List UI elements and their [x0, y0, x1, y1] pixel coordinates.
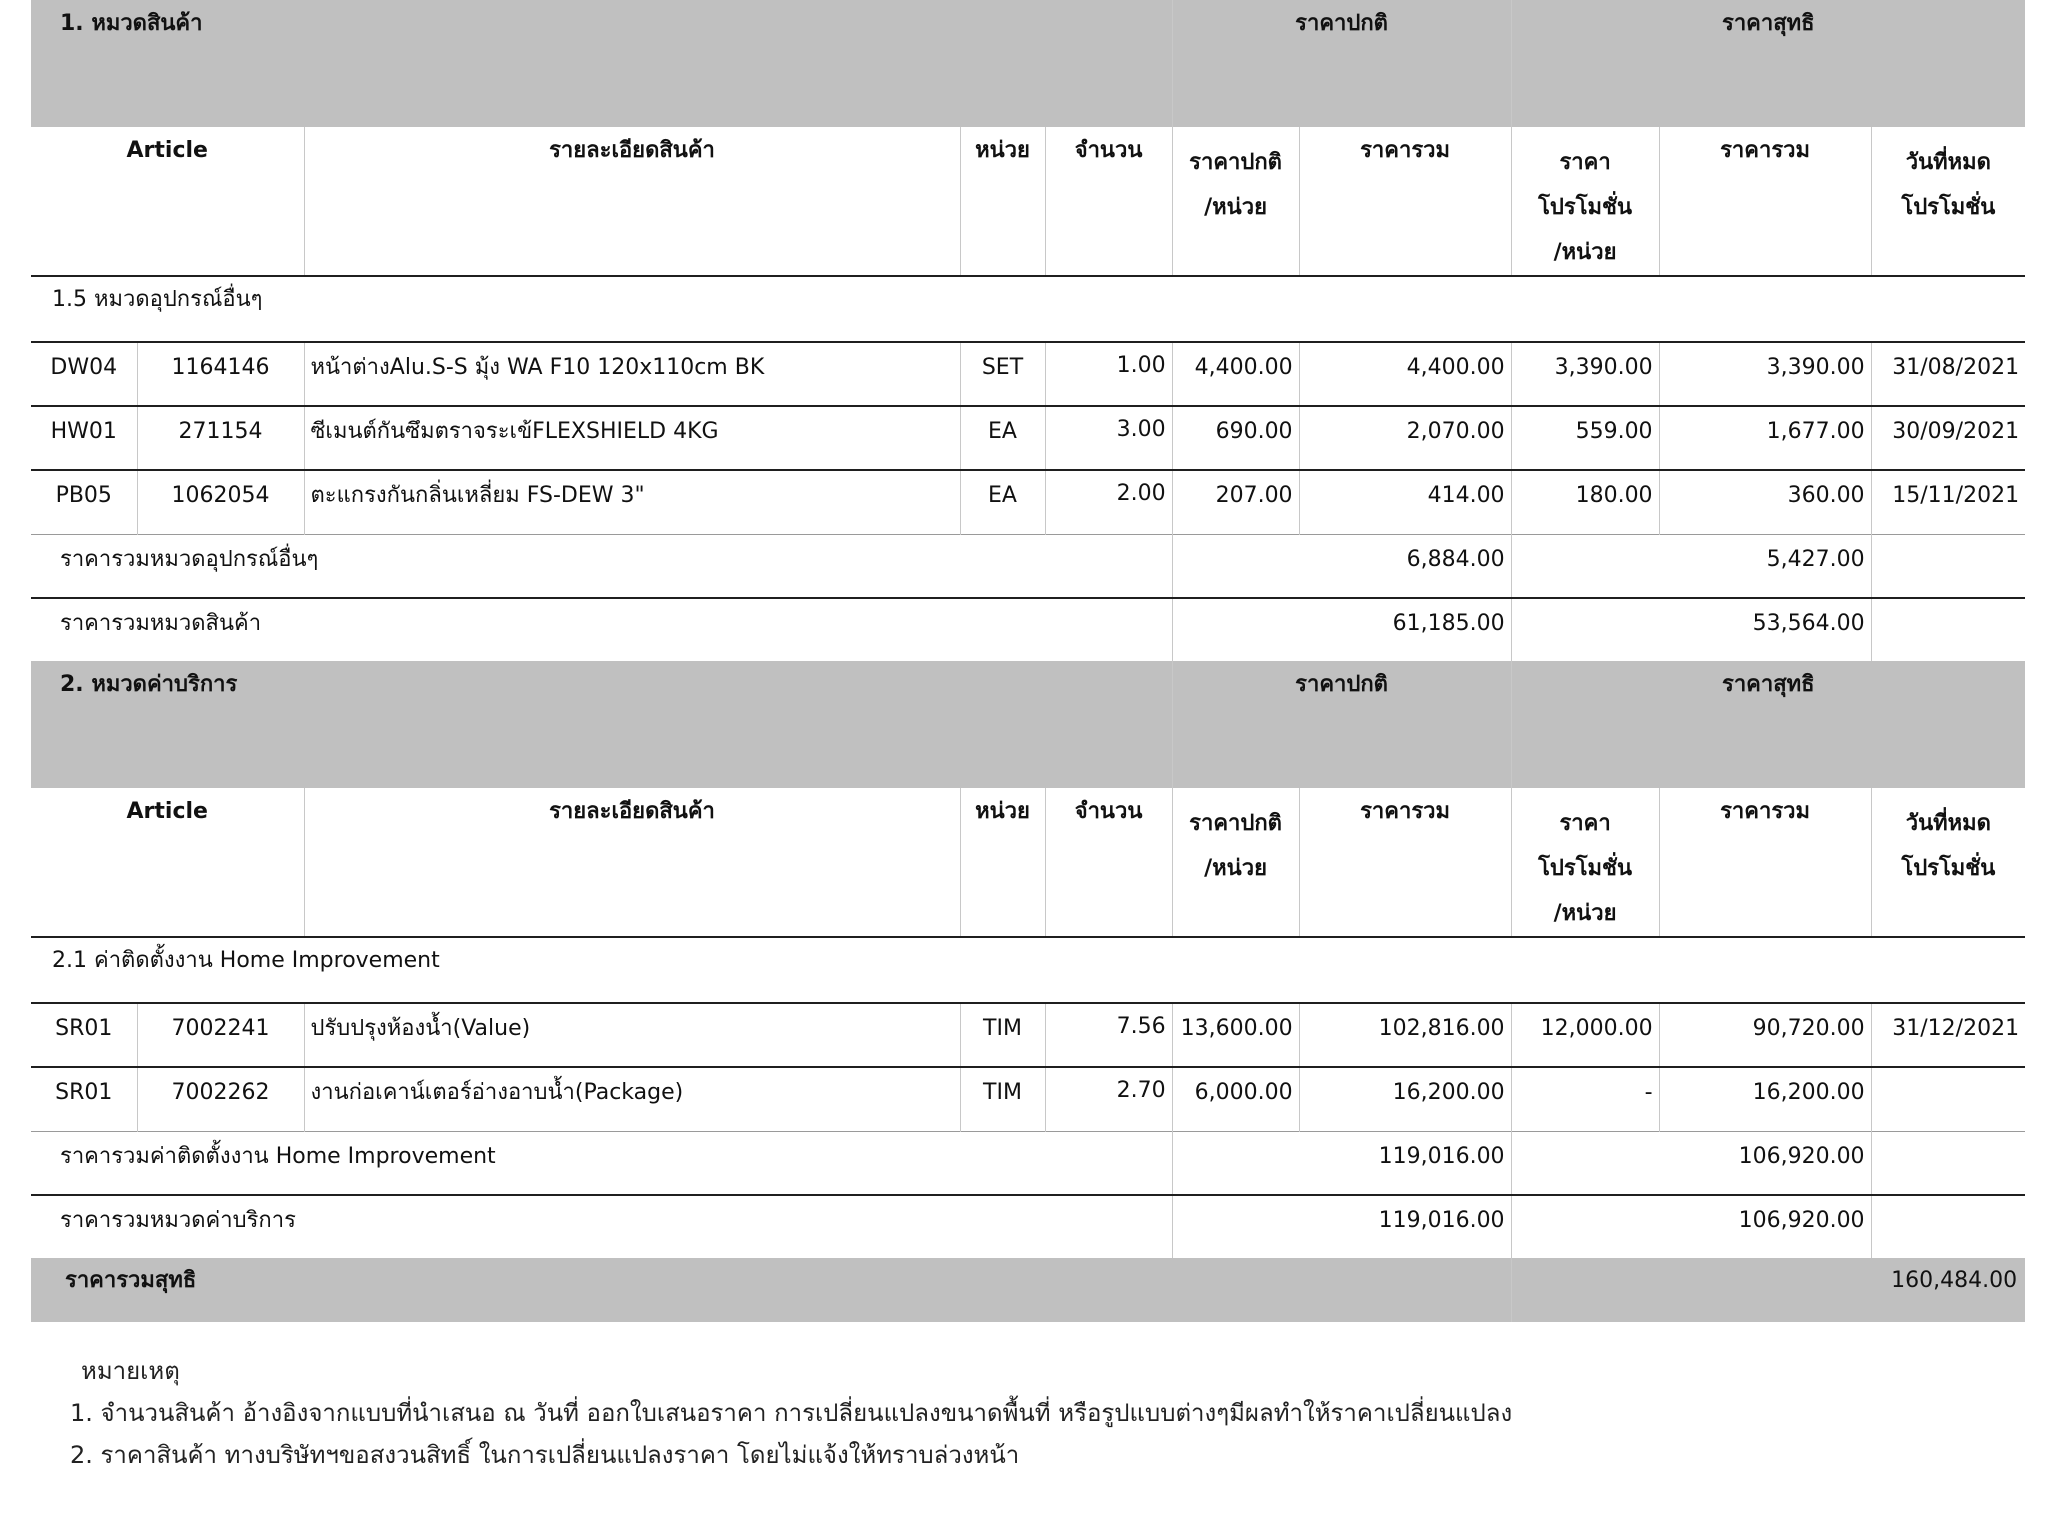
item-unit-price: 13,600.00: [1172, 1003, 1299, 1067]
item-promo-end: 31/12/2021: [1892, 1016, 2020, 1041]
item-qty: 2.00: [1045, 470, 1172, 534]
subcategory-title: 1.5 หมวดอุปกรณ์อื่นๆ: [52, 287, 263, 312]
item-qty: 1.00: [1045, 342, 1172, 406]
subtotal-regular: 6,884.00: [1172, 534, 1511, 598]
item-net-total: 360.00: [1659, 470, 1871, 534]
item-net-total: 16,200.00: [1659, 1067, 1871, 1131]
grand-total-value: 160,484.00: [1891, 1268, 2018, 1293]
subtotal-net: 106,920.00: [1511, 1131, 1871, 1195]
item-description: ปรับปรุงห้องน้ำ(Value): [304, 1003, 960, 1067]
item-description: ซีเมนต์กันซึมตราจระเข้FLEXSHIELD 4KG: [304, 406, 960, 470]
subtotal-label: ราคารวมค่าติดตั้งงาน Home Improvement: [31, 1131, 1172, 1195]
quotation-document: [31, 0, 2025, 1322]
section-title: 2. หมวดค่าบริการ: [31, 661, 1172, 788]
category-total-row: [31, 1195, 2025, 1258]
column-header-promo-price: ราคา โปรโมชั่น /หน่วย: [1511, 788, 1659, 937]
subtotal-empty: [1871, 1131, 2025, 1195]
item-description: หน้าต่างAlu.S-S มุ้ง WA F10 120x110cm BK: [304, 342, 960, 406]
item-qty: 2.70: [1045, 1067, 1172, 1131]
category-total-net: 53,564.00: [1511, 598, 1871, 661]
item-promo-end: 31/08/2021: [1892, 355, 2020, 380]
item-article: 1062054: [137, 470, 304, 534]
subcategory-row: [31, 937, 2025, 1003]
table-row: [31, 1003, 2025, 1067]
note-item: 2. ราคาสินค้า ทางบริษัทฯขอสงวนสิทธิ์ ในการเปลี่ยนแปลงราคา โดยไม่แจ้งให้ทราบล่วงหน้า: [70, 1441, 1020, 1469]
item-unit: TIM: [960, 1003, 1045, 1067]
subtotal-net: 5,427.00: [1511, 534, 1871, 598]
table-row: [31, 342, 2025, 406]
item-net-total: 1,677.00: [1659, 406, 1871, 470]
item-total: 414.00: [1299, 470, 1511, 534]
column-header-total: ราคารวม: [1299, 127, 1511, 276]
section-header-row: [31, 0, 2025, 127]
item-net-total: 90,720.00: [1659, 1003, 1871, 1067]
column-header-unit: หน่วย: [960, 127, 1045, 276]
category-total-label: ราคารวมหมวดสินค้า: [31, 598, 1172, 661]
column-header-qty: จำนวน: [1045, 788, 1172, 937]
notes: [70, 1350, 1512, 1476]
item-qty: 7.56: [1045, 1003, 1172, 1067]
item-promo-price: 559.00: [1511, 406, 1659, 470]
item-total: 16,200.00: [1299, 1067, 1511, 1131]
item-unit: EA: [960, 406, 1045, 470]
item-unit-price: 207.00: [1172, 470, 1299, 534]
regular-price-group-header: ราคาปกติ: [1172, 0, 1511, 127]
grand-total-label: ราคารวมสุทธิ: [31, 1258, 1511, 1322]
subtotal-empty: [1871, 534, 2025, 598]
notes-title: หมายเหตุ: [81, 1357, 180, 1385]
item-total: 4,400.00: [1299, 342, 1511, 406]
net-price-group-header: ราคาสุทธิ: [1722, 672, 1815, 697]
item-net-total: 3,390.00: [1659, 342, 1871, 406]
section-header-row: [31, 661, 2025, 788]
item-article: 1164146: [137, 342, 304, 406]
subtotal-row: [31, 534, 2025, 598]
column-header-row: [31, 788, 2025, 937]
column-header-description: รายละเอียดสินค้า: [304, 788, 960, 937]
item-unit-price: 4,400.00: [1172, 342, 1299, 406]
category-total-row: [31, 598, 2025, 661]
table-row: [31, 470, 2025, 534]
grand-total-row: [31, 1258, 2025, 1322]
column-header-total: ราคารวม: [1299, 788, 1511, 937]
item-qty: 3.00: [1045, 406, 1172, 470]
item-promo-price: 3,390.00: [1511, 342, 1659, 406]
column-header-row: [31, 127, 2025, 276]
item-article: 271154: [137, 406, 304, 470]
column-header-description: รายละเอียดสินค้า: [304, 127, 960, 276]
item-code: HW01: [31, 406, 137, 470]
column-header-promo-end: วันที่หมด โปรโมชั่น: [1901, 150, 1996, 220]
item-promo-end: 30/09/2021: [1892, 419, 2020, 444]
category-total-net: 106,920.00: [1511, 1195, 1871, 1258]
subtotal-regular: 119,016.00: [1172, 1131, 1511, 1195]
table-row: [31, 406, 2025, 470]
column-header-net-total: ราคารวม: [1659, 788, 1871, 937]
category-total-regular: 61,185.00: [1172, 598, 1511, 661]
item-promo-end: [1871, 1067, 2025, 1131]
item-promo-end: 15/11/2021: [1892, 483, 2020, 508]
column-header-qty: จำนวน: [1045, 127, 1172, 276]
subtotal-label: ราคารวมหมวดอุปกรณ์อื่นๆ: [31, 534, 1172, 598]
column-header-unit: หน่วย: [960, 788, 1045, 937]
subcategory-row: [31, 276, 2025, 342]
column-header-promo-price: ราคา โปรโมชั่น /หน่วย: [1511, 127, 1659, 276]
section-title: 1. หมวดสินค้า: [31, 0, 1172, 127]
column-header-promo-end: วันที่หมด โปรโมชั่น: [1901, 811, 1996, 881]
subcategory-title: 2.1 ค่าติดตั้งงาน Home Improvement: [52, 948, 440, 973]
item-article: 7002262: [137, 1067, 304, 1131]
item-promo-price: 180.00: [1511, 470, 1659, 534]
item-unit: TIM: [960, 1067, 1045, 1131]
category-total-empty: [1871, 598, 2025, 661]
regular-price-group-header: ราคาปกติ: [1172, 661, 1511, 788]
subtotal-row: [31, 1131, 2025, 1195]
item-unit-price: 6,000.00: [1172, 1067, 1299, 1131]
item-promo-price: 12,000.00: [1511, 1003, 1659, 1067]
item-code: SR01: [31, 1067, 137, 1131]
item-code: DW04: [31, 342, 137, 406]
table-row: [31, 1067, 2025, 1131]
category-total-label: ราคารวมหมวดค่าบริการ: [31, 1195, 1172, 1258]
item-promo-price: -: [1511, 1067, 1659, 1131]
item-description: งานก่อเคาน์เตอร์อ่างอาบน้ำ(Package): [304, 1067, 960, 1131]
column-header-unit-price: ราคาปกติ /หน่วย: [1172, 127, 1299, 276]
item-unit: SET: [960, 342, 1045, 406]
net-price-group-header: ราคาสุทธิ: [1722, 11, 1815, 36]
column-header-net-total: ราคารวม: [1659, 127, 1871, 276]
item-total: 2,070.00: [1299, 406, 1511, 470]
item-total: 102,816.00: [1299, 1003, 1511, 1067]
category-total-regular: 119,016.00: [1172, 1195, 1511, 1258]
item-description: ตะแกรงกันกลิ่นเหลี่ยม FS-DEW 3": [304, 470, 960, 534]
item-unit: EA: [960, 470, 1045, 534]
note-item: 1. จำนวนสินค้า อ้างอิงจากแบบที่นำเสนอ ณ วันที่ ออกใบเสนอราคา การเปลี่ยนแปลงขนาดพื้นที่ หรือรูปแบบต่างๆมีผลทำให้ราคาเปลี่ยนแปลง: [70, 1399, 1513, 1427]
item-article: 7002241: [137, 1003, 304, 1067]
item-code: PB05: [31, 470, 137, 534]
quotation-table: [31, 0, 2025, 1322]
category-total-empty: [1871, 1195, 2025, 1258]
item-code: SR01: [31, 1003, 137, 1067]
column-header-article: Article: [31, 788, 304, 937]
column-header-article: Article: [31, 127, 304, 276]
column-header-unit-price: ราคาปกติ /หน่วย: [1172, 788, 1299, 937]
item-unit-price: 690.00: [1172, 406, 1299, 470]
